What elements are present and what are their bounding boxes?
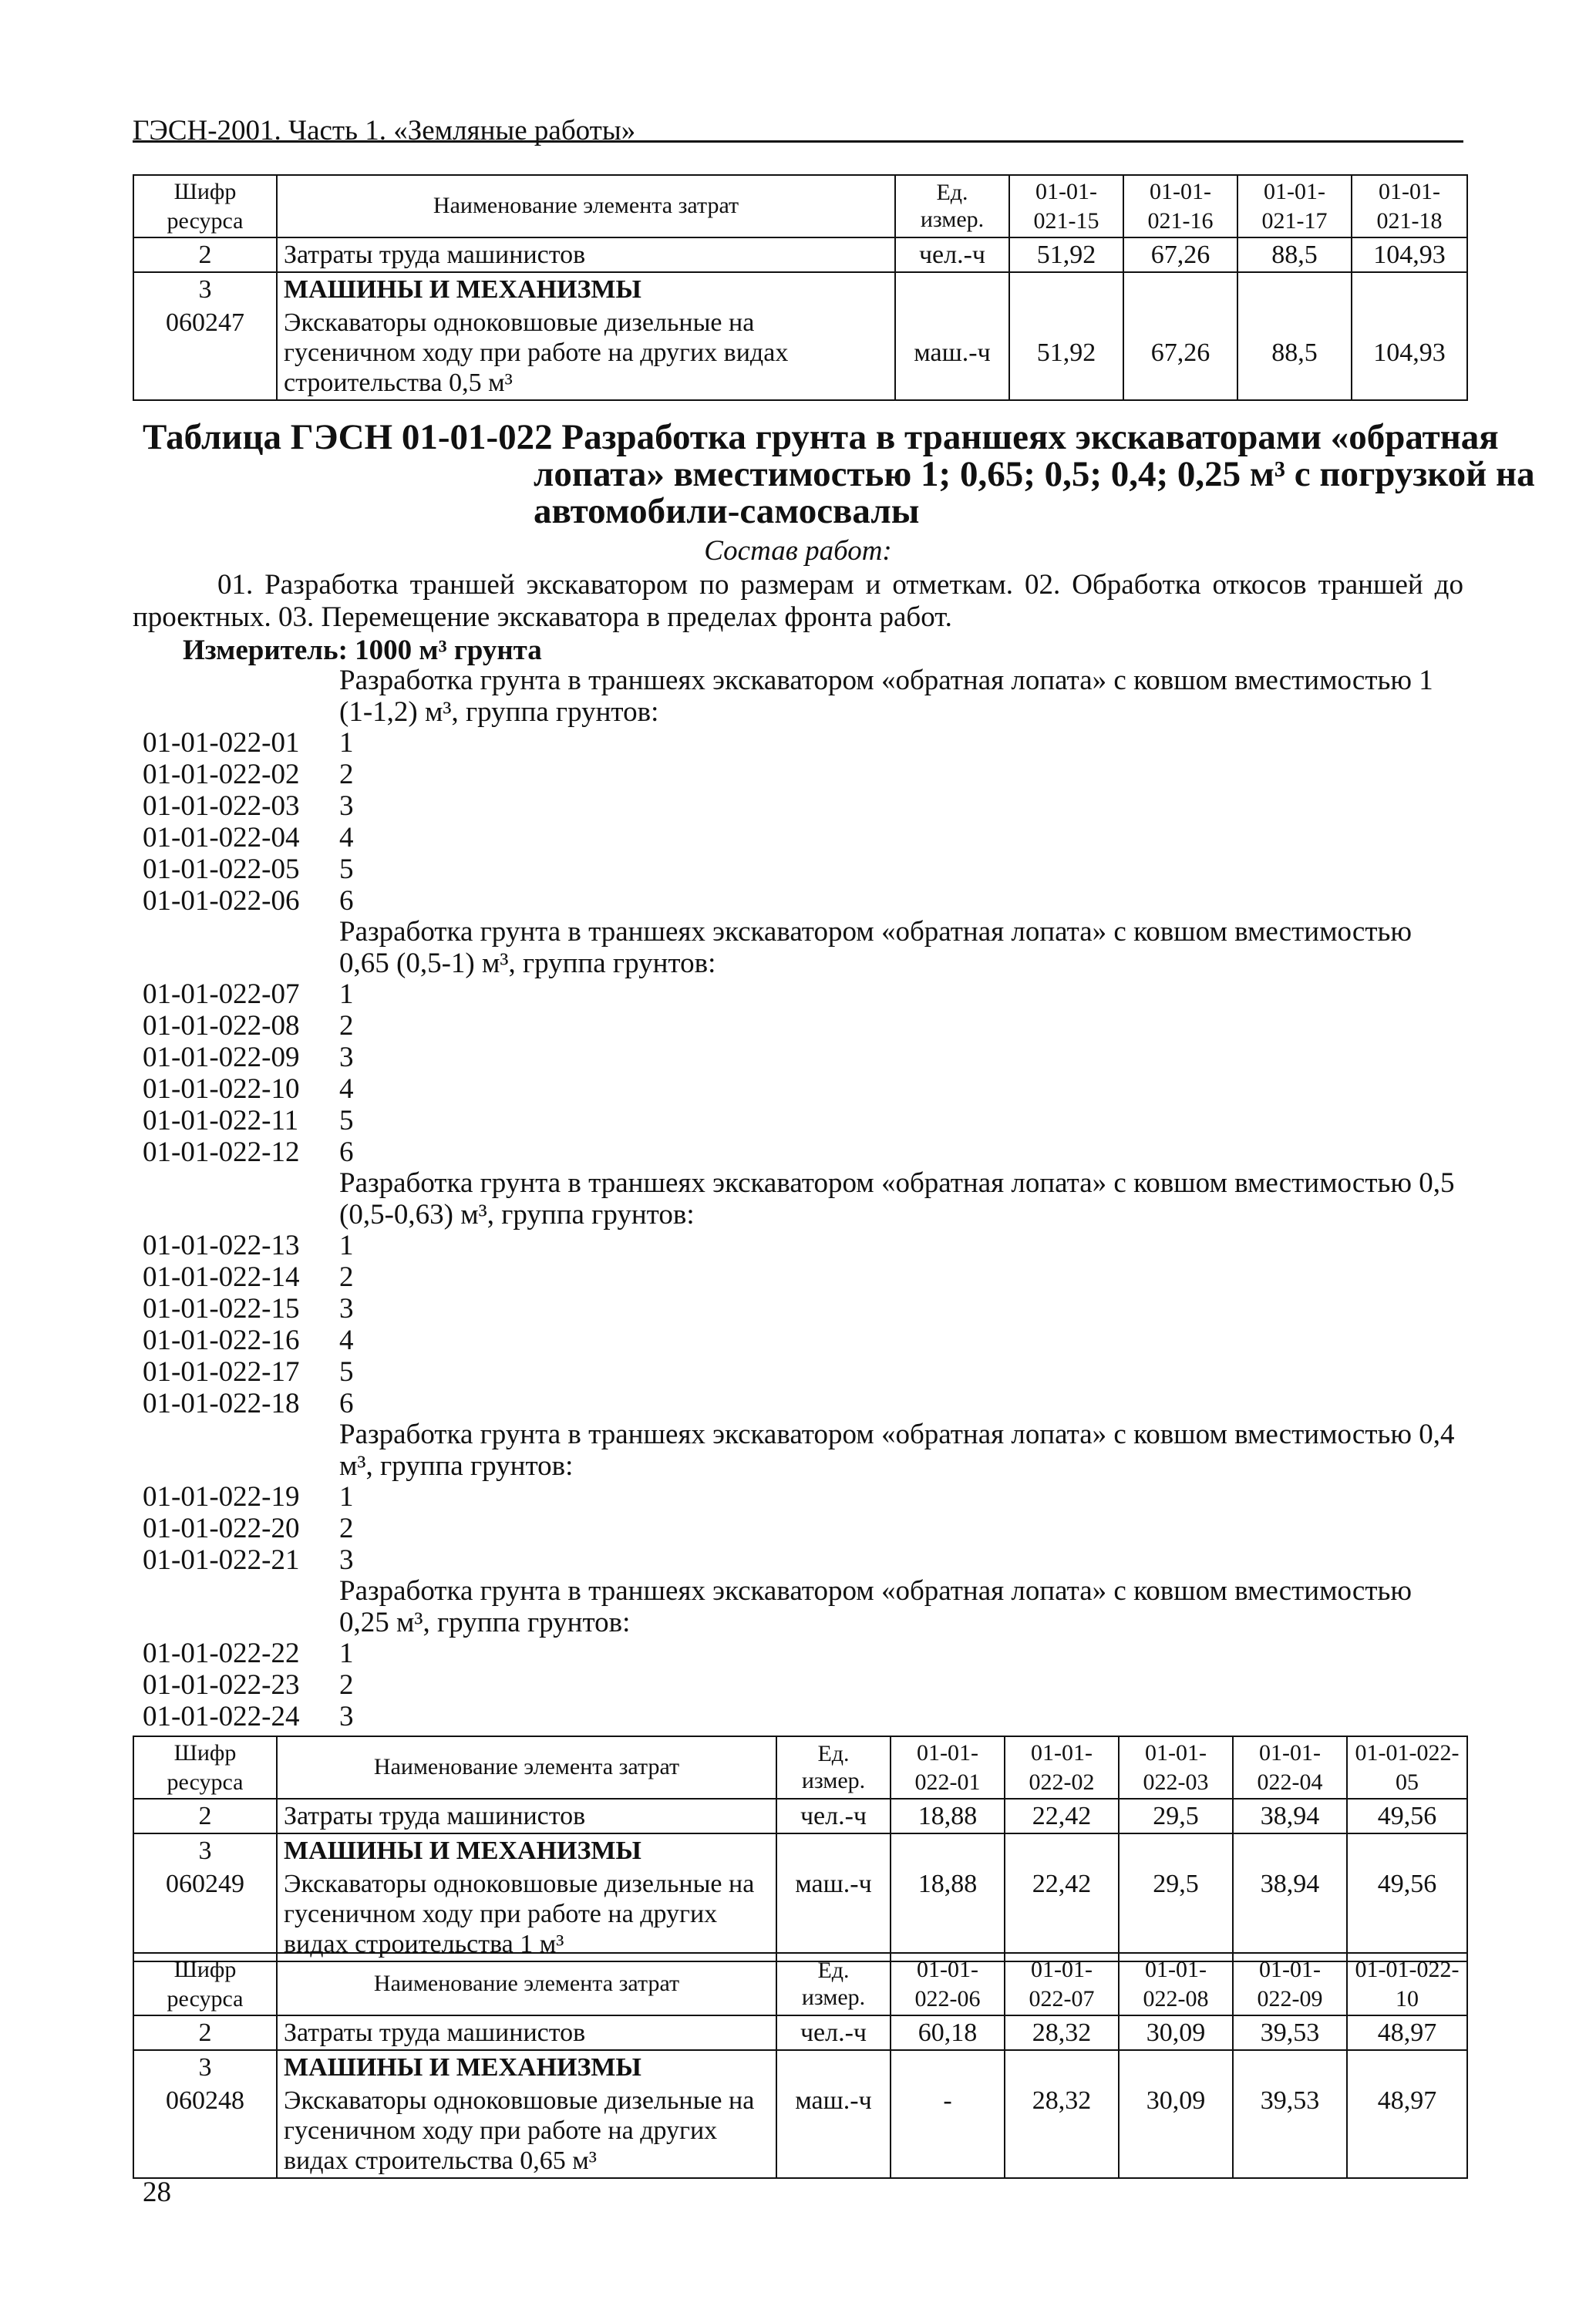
row-value: 104,93 [1352,306,1467,400]
soil-group: 1 [339,727,354,759]
norm-code: 01-01-022-21 [143,1544,300,1576]
row-value: 18,88 [891,1799,1005,1833]
empty-cell [891,2050,1005,2084]
list-item [143,1325,354,1356]
norm-code: 01-01-022-10 [143,1073,300,1105]
col-norm-header: 01-01-022-08 [1119,1953,1233,2015]
group-description: Разработка грунта в траншеях экскаватором «обратная лопата» с ковшом вместимостью 0,5 (0,5-0,63) м³, группа грунтов: [339,1167,1455,1231]
row-value: 22,42 [1005,1799,1119,1833]
soil-group: 3 [339,1042,354,1073]
table-header-row [133,1953,1467,2015]
empty-cell [1352,272,1467,306]
row-value: 29,5 [1119,1799,1233,1833]
soil-group: 1 [339,978,354,1010]
col-norm-header: 01-01-021-15 [1009,175,1123,237]
list-item [143,1669,354,1701]
soil-group: 3 [339,1544,354,1576]
empty-cell [1233,1833,1347,1867]
running-header: ГЭСН-2001. Часть 1. «Земляные работы» [133,115,636,146]
soil-group: 2 [339,1669,354,1701]
table-row [133,272,1467,306]
col-norm-header: 01-01-022-02 [1005,1736,1119,1799]
list-item [143,885,354,917]
list-item [143,1701,354,1732]
empty-cell [1347,2050,1467,2084]
group-description: Разработка грунта в траншеях экскаватором «обратная лопата» с ковшом вместимостью 1 (1-1,2) м³, группа грунтов: [339,665,1433,728]
row-section-title: МАШИНЫ И МЕХАНИЗМЫ [277,2050,776,2084]
empty-cell [1005,2050,1119,2084]
soil-group: 1 [339,1230,354,1261]
row-value: 51,92 [1009,237,1123,272]
col-norm-header: 01-01-022-03 [1119,1736,1233,1799]
row-value: - [891,2084,1005,2178]
row-value: 18,88 [891,1867,1005,1961]
group-description: Разработка грунта в траншеях экскаватором «обратная лопата» с ковшом вместимостью 0,65 (0,5-1) м³, группа грунтов: [339,916,1412,979]
measure-unit: Измеритель: 1000 м³ грунта [183,635,542,666]
row-value: 29,5 [1119,1867,1233,1961]
empty-cell [891,1833,1005,1867]
soil-group: 2 [339,1261,354,1293]
list-item [143,1042,354,1073]
empty-cell [776,2050,891,2084]
group-description: Разработка грунта в траншеях экскаватором «обратная лопата» с ковшом вместимостью 0,4 м³, группа грунтов: [339,1419,1455,1482]
table-row [133,1799,1467,1833]
empty-cell [1119,1833,1233,1867]
soil-group: 3 [339,1701,354,1732]
row-code: 2 [133,237,277,272]
list-item [143,1544,354,1576]
list-item [143,759,354,790]
table-header-row [133,175,1467,237]
row-value: 22,42 [1005,1867,1119,1961]
row-code: 3 [133,1833,277,1867]
table-row [133,306,1467,400]
page-number: 28 [143,2177,171,2208]
row-code: 3 [133,2050,277,2084]
row-value: 39,53 [1233,2084,1347,2178]
soil-group: 5 [339,853,354,885]
list-item [143,1105,354,1136]
col-code-header: Шифр ресурса [133,1953,277,2015]
col-norm-header: 01-01-021-17 [1237,175,1352,237]
soil-group: 5 [339,1105,354,1136]
soil-group: 6 [339,1388,354,1419]
norm-code: 01-01-022-14 [143,1261,300,1293]
empty-cell [776,1833,891,1867]
norm-code: 01-01-022-02 [143,759,300,790]
norm-code: 01-01-022-19 [143,1481,300,1513]
soil-group: 2 [339,759,354,790]
list-item [143,1261,354,1293]
list-item [143,978,354,1010]
composition-label: Состав работ: [704,535,892,567]
soil-group: 1 [339,1638,354,1669]
list-item [143,1388,354,1419]
col-name-header: Наименование элемента затрат [277,175,895,237]
col-code-header: Шифр ресурса [133,1736,277,1799]
col-unit-header: Ед. измер. [776,1736,891,1799]
row-value: 67,26 [1123,237,1237,272]
soil-group: 4 [339,1325,354,1356]
row-section-title: МАШИНЫ И МЕХАНИЗМЫ [277,1833,776,1867]
norm-code: 01-01-022-05 [143,853,300,885]
row-value: 88,5 [1237,306,1352,400]
row-unit: маш.-ч [776,1867,891,1961]
norm-code: 01-01-022-03 [143,790,300,822]
row-value: 30,09 [1119,2084,1233,2178]
empty-cell [1233,2050,1347,2084]
row-value: 38,94 [1233,1799,1347,1833]
list-item [143,790,354,822]
empty-cell [1009,272,1123,306]
table-row [133,1833,1467,1867]
table-row [133,237,1467,272]
cost-table-022-a [133,1736,1468,1962]
soil-group: 5 [339,1356,354,1388]
row-code: 060248 [133,2084,277,2178]
empty-cell [1347,1833,1467,1867]
norm-code: 01-01-022-06 [143,885,300,917]
row-code: 060247 [133,306,277,400]
row-section-title: МАШИНЫ И МЕХАНИЗМЫ [277,272,895,306]
norm-code: 01-01-022-17 [143,1356,300,1388]
list-item [143,1356,354,1388]
table-title-line-2: лопата» вместимостью 1; 0,65; 0,5; 0,4; 0,25 м³ с погрузкой на [534,454,1535,494]
soil-group: 2 [339,1010,354,1042]
row-value: 49,56 [1347,1867,1467,1961]
col-norm-header: 01-01-022-07 [1005,1953,1119,2015]
col-norm-header: 01-01-022-05 [1347,1736,1467,1799]
norm-code: 01-01-022-08 [143,1010,300,1042]
row-unit: чел.-ч [776,2015,891,2050]
row-value: 49,56 [1347,1799,1467,1833]
row-code: 3 [133,272,277,306]
norm-code: 01-01-022-11 [143,1105,299,1136]
row-name: Экскаваторы одноковшовые дизельные на гусеничном ходу при работе на других видах строительства 0,5 м³ [277,306,895,400]
list-item [143,853,354,885]
col-name-header: Наименование элемента затрат [277,1736,776,1799]
norm-code: 01-01-022-13 [143,1230,300,1261]
cost-table-022-b [133,1952,1468,2179]
row-value: 104,93 [1352,237,1467,272]
empty-cell [1123,272,1237,306]
empty-cell [895,272,1009,306]
table-title-line-1: Таблица ГЭСН 01-01-022 Разработка грунта в траншеях экскаваторами «обратная [143,417,1499,457]
row-value: 67,26 [1123,306,1237,400]
norm-code: 01-01-022-20 [143,1513,300,1544]
col-norm-header: 01-01-021-16 [1123,175,1237,237]
row-value: 51,92 [1009,306,1123,400]
norm-code: 01-01-022-09 [143,1042,300,1073]
row-unit: чел.-ч [895,237,1009,272]
list-item [143,1638,354,1669]
col-name-header: Наименование элемента затрат [277,1953,776,2015]
list-item [143,1073,354,1105]
row-value: 88,5 [1237,237,1352,272]
list-item [143,1136,354,1168]
norm-code: 01-01-022-07 [143,978,300,1010]
col-unit-header: Ед. измер. [776,1953,891,2015]
table-row [133,2015,1467,2050]
table-header-row [133,1736,1467,1799]
soil-group: 4 [339,1073,354,1105]
row-unit: чел.-ч [776,1799,891,1833]
row-value: 60,18 [891,2015,1005,2050]
col-norm-header: 01-01-022-06 [891,1953,1005,2015]
col-norm-header: 01-01-022-04 [1233,1736,1347,1799]
row-value: 48,97 [1347,2084,1467,2178]
norm-code: 01-01-022-01 [143,727,300,759]
row-value: 28,32 [1005,2084,1119,2178]
col-norm-header: 01-01-022-01 [891,1736,1005,1799]
table-row [133,2050,1467,2084]
row-value: 28,32 [1005,2015,1119,2050]
group-description: Разработка грунта в траншеях экскаватором «обратная лопата» с ковшом вместимостью 0,25 м³, группа грунтов: [339,1575,1412,1638]
soil-group: 2 [339,1513,354,1544]
soil-group: 3 [339,790,354,822]
empty-cell [1005,1833,1119,1867]
cost-table-021 [133,174,1468,401]
norm-code: 01-01-022-24 [143,1701,300,1732]
list-item [143,1513,354,1544]
row-name: Экскаваторы одноковшовые дизельные на гусеничном ходу при работе на других видах строительства 1 м³ [277,1867,776,1961]
row-unit: маш.-ч [776,2084,891,2178]
header-rule [133,140,1463,143]
norm-code: 01-01-022-04 [143,822,300,853]
norm-code: 01-01-022-18 [143,1388,300,1419]
row-name: Затраты труда машинистов [277,1799,776,1833]
soil-group: 4 [339,822,354,853]
list-item [143,822,354,853]
table-row [133,2084,1467,2178]
table-row [133,1867,1467,1961]
col-norm-header: 01-01-021-18 [1352,175,1467,237]
table-title-line-3: автомобили-самосвалы [534,491,920,531]
list-item [143,727,354,759]
norm-code: 01-01-022-15 [143,1293,300,1325]
row-value: 39,53 [1233,2015,1347,2050]
soil-group: 6 [339,885,354,917]
row-name: Затраты труда машинистов [277,237,895,272]
row-code: 2 [133,2015,277,2050]
row-value: 48,97 [1347,2015,1467,2050]
row-code: 2 [133,1799,277,1833]
norm-code: 01-01-022-12 [143,1136,300,1168]
soil-group: 6 [339,1136,354,1168]
col-code-header: Шифр ресурса [133,175,277,237]
row-value: 38,94 [1233,1867,1347,1961]
list-item [143,1230,354,1261]
col-norm-header: 01-01-022-10 [1347,1953,1467,2015]
norm-code: 01-01-022-22 [143,1638,300,1669]
composition-text: 01. Разработка траншей экскаватором по размерам и отметкам. 02. Обработка откосов траншей до проектных. 03. Перемещение экскаватора в пределах фронта работ. [133,569,1463,633]
row-code: 060249 [133,1867,277,1961]
col-norm-header: 01-01-022-09 [1233,1953,1347,2015]
row-unit: маш.-ч [895,306,1009,400]
norm-code: 01-01-022-16 [143,1325,300,1356]
norm-code: 01-01-022-23 [143,1669,300,1701]
list-item [143,1293,354,1325]
soil-group: 1 [339,1481,354,1513]
col-unit-header: Ед. измер. [895,175,1009,237]
empty-cell [1237,272,1352,306]
soil-group: 3 [339,1293,354,1325]
row-name: Экскаваторы одноковшовые дизельные на гусеничном ходу при работе на других видах строительства 0,65 м³ [277,2084,776,2178]
empty-cell [1119,2050,1233,2084]
list-item [143,1481,354,1513]
row-value: 30,09 [1119,2015,1233,2050]
row-name: Затраты труда машинистов [277,2015,776,2050]
list-item [143,1010,354,1042]
